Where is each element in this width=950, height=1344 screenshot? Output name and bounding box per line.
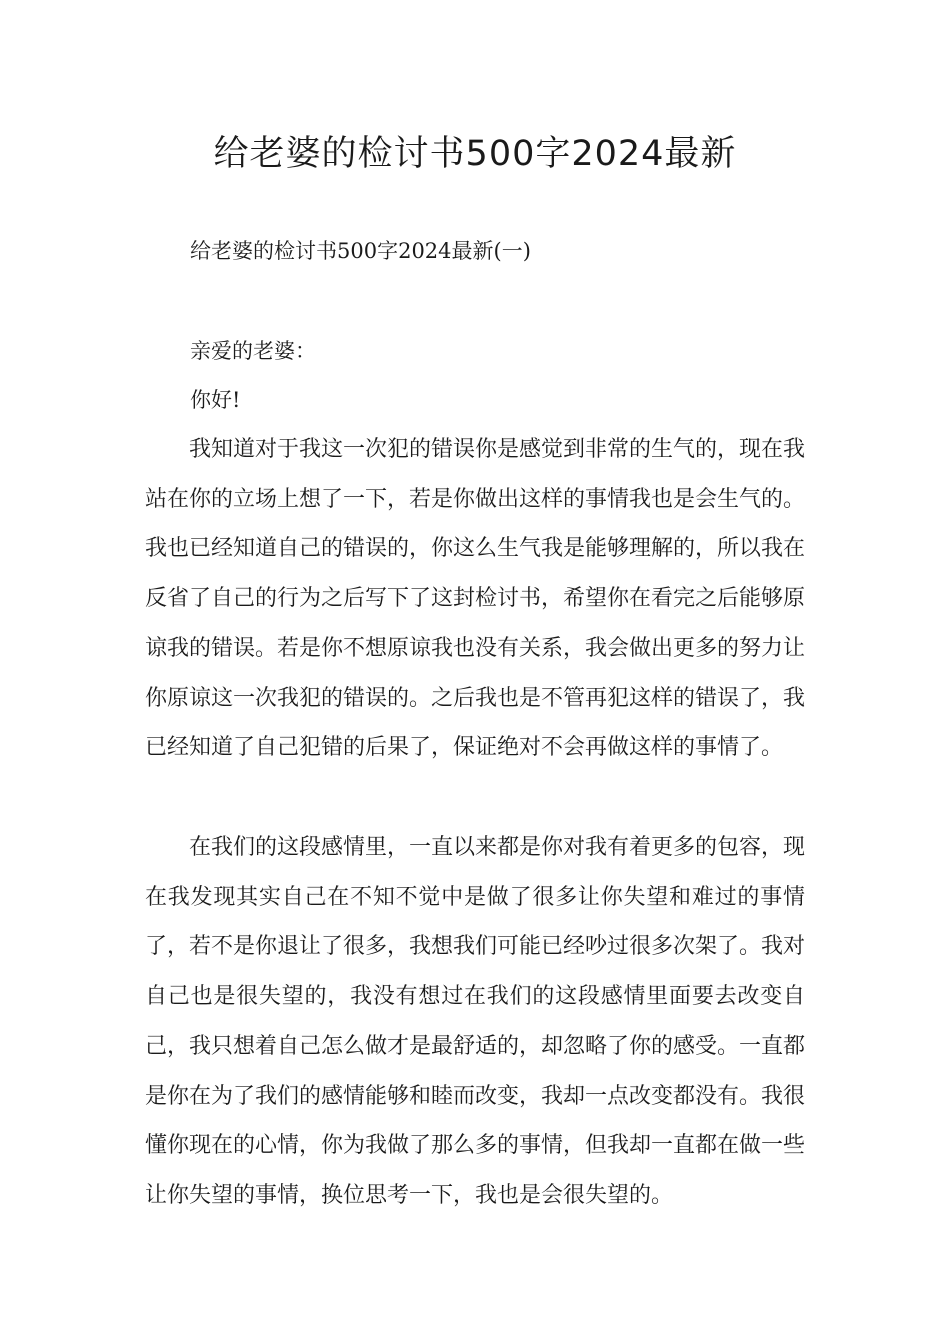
body-paragraph: 我知道对于我这一次犯的错误你是感觉到非常的生气的，现在我站在你的立场上想了一下，若是你做出这样的事情我也是会生气的。我也已经知道自己的错误的，你这么生气我是能够理解的，所以我在反省了自己的行为之后写下了这封检讨书，希望你在看完之后能够原谅我的错误。若是你不想原谅我也没有关系，我会做出更多的努力让你原谅这一次我犯的错误的。之后我也是不管再犯这样的错误了，我已经知道了自己犯错的后果了，保证绝对不会再做这样的事情了。 <box>145 437 806 761</box>
section-subtitle: 给老婆的检讨书500字2024最新(一) <box>190 239 531 263</box>
letter-greeting: 你好! <box>190 388 241 412</box>
document-title: 给老婆的检讨书500字2024最新 <box>213 134 737 174</box>
letter-salutation: 亲爱的老婆： <box>190 339 316 363</box>
body-paragraph: 在我们的这段感情里，一直以来都是你对我有着更多的包容，现在我发现其实自己在不知不觉中是做了很多让你失望和难过的事情了，若不是你退让了很多，我想我们可能已经吵过很多次架了。我对自己也是很失望的，我没有想过在我们的这段感情里面要去改变自己，我只想着自己怎么做才是最舒适的，却忽略了你的感受。一直都是你在为了我们的感情能够和睦而改变，我却一点改变都没有。我很懂你现在的心情，你为我做了那么多的事情，但我却一直都在做一些让你失望的事情，换位思考一下，我也是会很失望的。 <box>145 835 806 1208</box>
